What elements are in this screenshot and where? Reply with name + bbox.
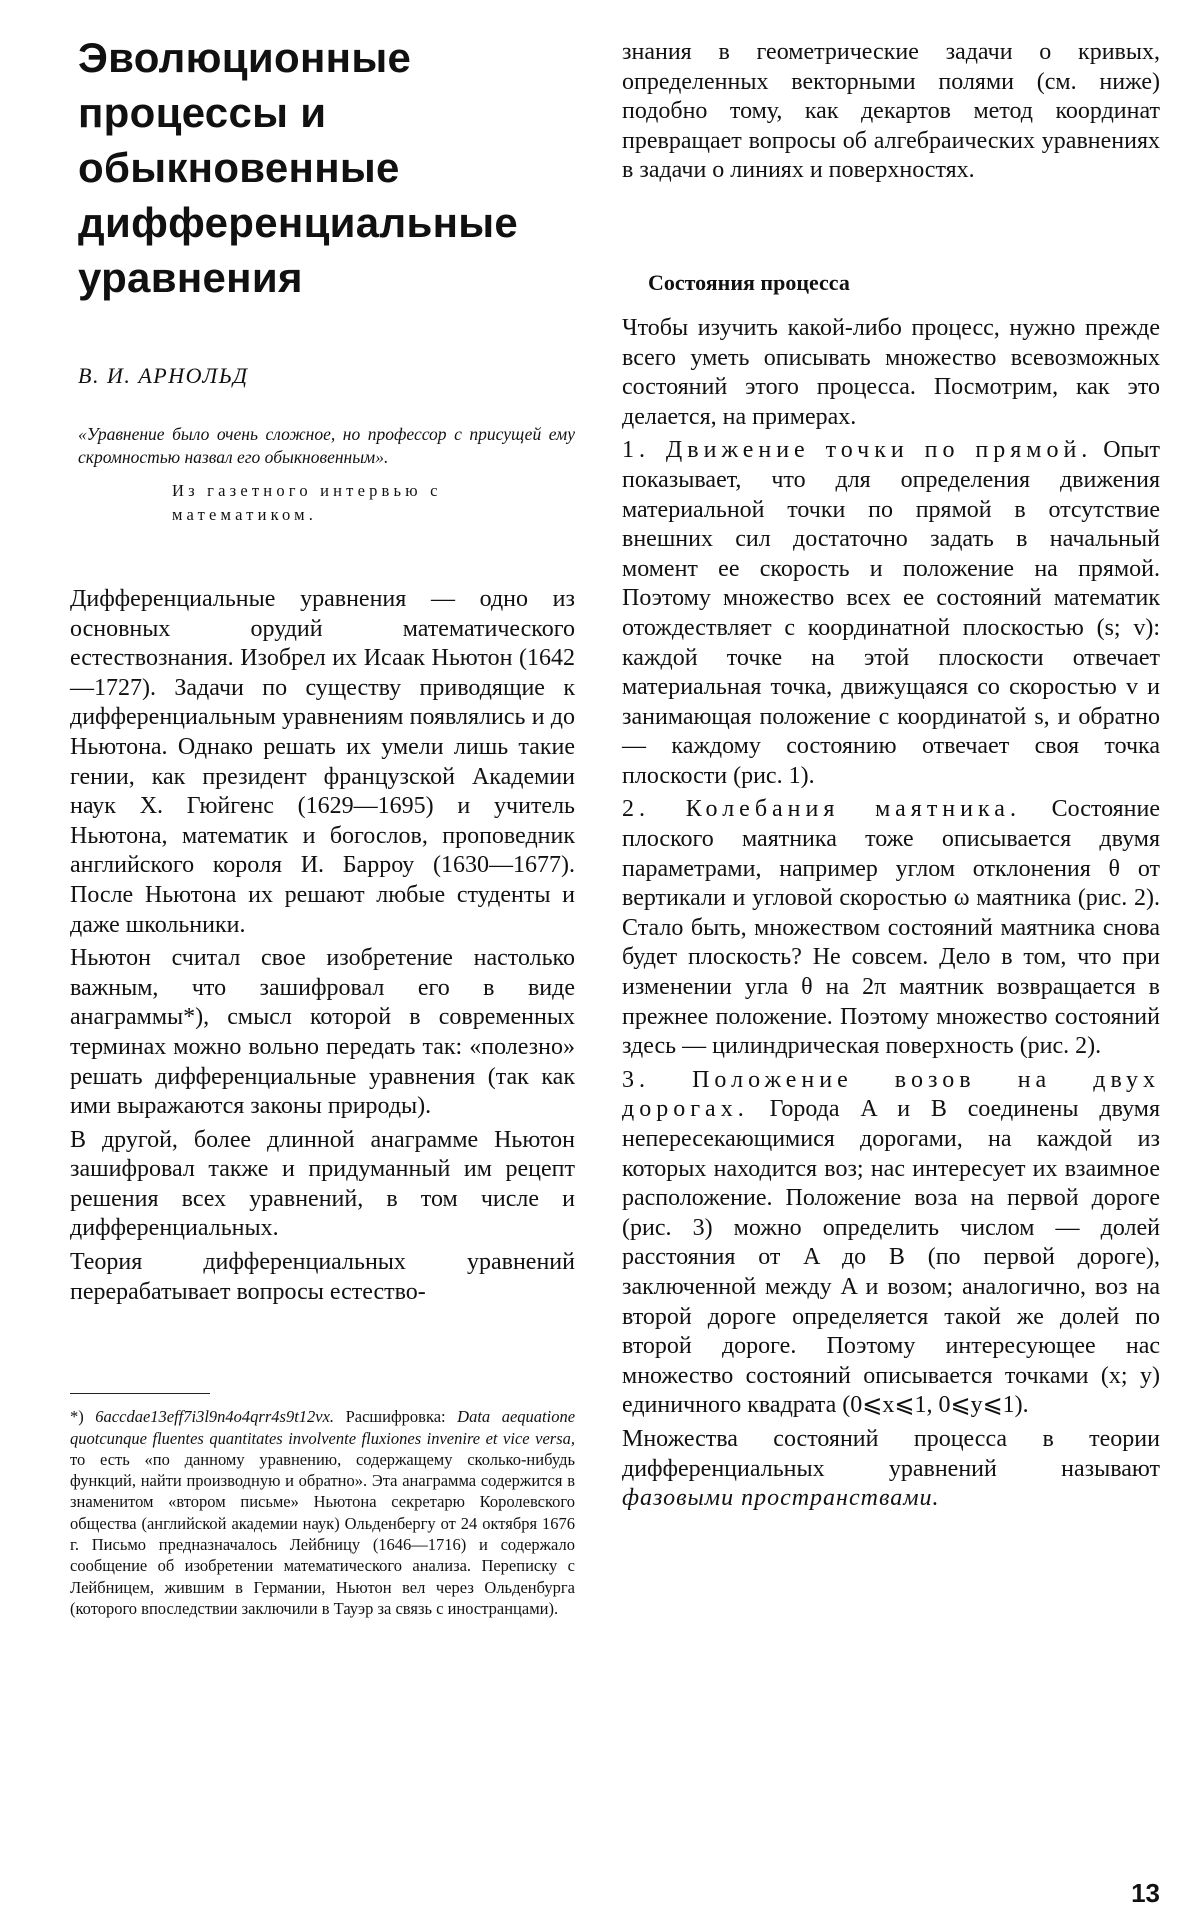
example-2-text: Состояние плоского маятника тоже описывается двумя параметрами, например углом отклонения θ от вертикали и угловой скоростью ω маятника (рис. 2). Стало быть, множеством состояний маятника снова будет плоскость? Не совсем. Дело в том, что при изменении угла θ на 2π маятник возвращается в прежнее положение. Поэтому множество состояний здесь — цилиндрическая поверхность (рис. 2). xyxy=(622,796,1161,1060)
example-1 xyxy=(622,436,1160,791)
example-1-heading: 1. Движение точки по прямой. xyxy=(622,437,1093,464)
page-number: 13 xyxy=(1131,1878,1160,1908)
article-author: В. И. АРНОЛЬД xyxy=(78,363,249,388)
epigraph-quote: «Уравнение было очень сложное, но профессор с присущей ему скромностью назвал его обыкновенным». xyxy=(78,424,575,467)
right-body-text xyxy=(622,38,1160,186)
example-2-heading: 2. Колебания маятника. xyxy=(622,796,1021,823)
footnote-divider xyxy=(70,1393,210,1394)
section-paragraph-1: Чтобы изучить какой-либо процесс, нужно прежде всего уметь описывать множество всевозможных состояний этого процесса. Посмотрим, как это делается, на примерах. xyxy=(622,314,1160,430)
footnote xyxy=(70,1406,575,1619)
footnote-marker: *) xyxy=(70,1407,84,1427)
left-column xyxy=(70,18,575,1908)
footnote-label: Расшифровка: xyxy=(345,1407,446,1427)
example-3 xyxy=(622,1066,1160,1421)
body-paragraph-2: Ньютон считал свое изобретение настолько важным, что зашифровал его в виде анаграммы*), смысл которой в современных терминах можно вольно передать так: «полезно» решать дифференциальные уравнения (так как ими выражаются законы природы). xyxy=(70,945,575,1120)
footnote-text: то есть «по данному уравнению, содержащему сколько-нибудь функций, найти производную и обратно». Эта анаграмма содержится в знаменитом «втором письме» Ньютона секретарю Королевского общества (английской академии наук) Ольденбергу от 24 октября 1676 г. Письмо предназначалось Лейбницу (1646—1716) и содержало сообщение об изобретении математического анализа. Переписку с Лейбницем, жившим в Германии, Ньютон вел через Ольденбурга (которого впоследствии заключили в Тауэр за связь с иностранцами). xyxy=(70,1449,575,1618)
right-column xyxy=(622,38,1160,1898)
example-1-text: Опыт показывает, что для определения движения материальной точки по прямой в отсутствие внешних сил достаточно задать в начальный момент ее скорость и положение на прямой. Поэтому множество всех ее состояний математик отождествляет с координатной плоскостью (s; v): каждой точке на этой плоскости отвечает материальная точка, движущаяся со скоростью v и занимающая положение с координатой s, и обратно — каждому состоянию отвечает своя точка плоскости (рис. 1). xyxy=(622,437,1161,789)
epigraph-source: Из газетного интервью с математиком. xyxy=(172,481,442,524)
closing-emphasis: фазовыми пространствами. xyxy=(622,1485,940,1512)
left-body-text xyxy=(70,585,575,1307)
footnote-latin: Data aequatione quotcunque fluentes quantitates involvente fluxiones invenire et vice versa, xyxy=(70,1407,576,1448)
body-paragraph-4: Теория дифференциальных уравнений перерабатывает вопросы естество- xyxy=(70,1249,575,1305)
example-3-text: Города A и B соединены двумя непересекающимися дорогами, на каждой из которых находится воз; нас интересует их взаимное расположение. Положение воза на первой дороге (рис. 3) можно определить числом — долей расстояния от A до B (по первой дороге), заключенной между A и возом; аналогично, воз на второй дороге определяется такой же долей по второй дороге. Поэтому интересующее нас множество состояний описывается точками (x; y) единичного квадрата (0⩽x⩽1, 0⩽y⩽1). xyxy=(622,1096,1160,1419)
example-2 xyxy=(622,795,1160,1061)
body-paragraph-3: В другой, более длинной анаграмме Ньютон зашифровал также и придуманный им рецепт решения всех уравнений, в том числе и дифференциальных. xyxy=(70,1126,575,1242)
closing-text: Множества состояний процесса в теории дифференциальных уравнений называют xyxy=(622,1425,1160,1482)
article-title: Эволюционные процессы и обыкновенные дифференциальные уравнения xyxy=(78,34,519,301)
right-intro-paragraph: знания в геометрические задачи о кривых, определенных векторными полями (см. ниже) подобно тому, как декартов метод координат превращает вопросы об алгебраических уравнениях в задачи о линиях и поверхностях. xyxy=(622,39,1160,184)
section-heading: Состояния процесса xyxy=(648,269,850,295)
body-paragraph-1: Дифференциальные уравнения — одно из основных орудий математического естествознания. Изобрел их Исаак Ньютон (1642—1727). Задачи по существу приводящие к дифференциальным уравнениям появлялись и до Ньютона. Однако решать их умели лишь такие гении, как президент французской Академии наук Х. Гюйгенс (1629—1695) и учитель Ньютона, математик и богослов, проповедник английского короля И. Барроу (1630—1677). После Ньютона их решают любые студенты и даже школьники. xyxy=(70,586,575,938)
closing-paragraph xyxy=(622,1425,1160,1514)
example-3-heading: 3. Положение возов на двух дорогах. xyxy=(622,1066,1160,1123)
footnote-code: 6accdae13eff7i3l9n4o4qrr4s9t12vx. xyxy=(95,1407,335,1427)
section-body xyxy=(622,314,1160,1514)
